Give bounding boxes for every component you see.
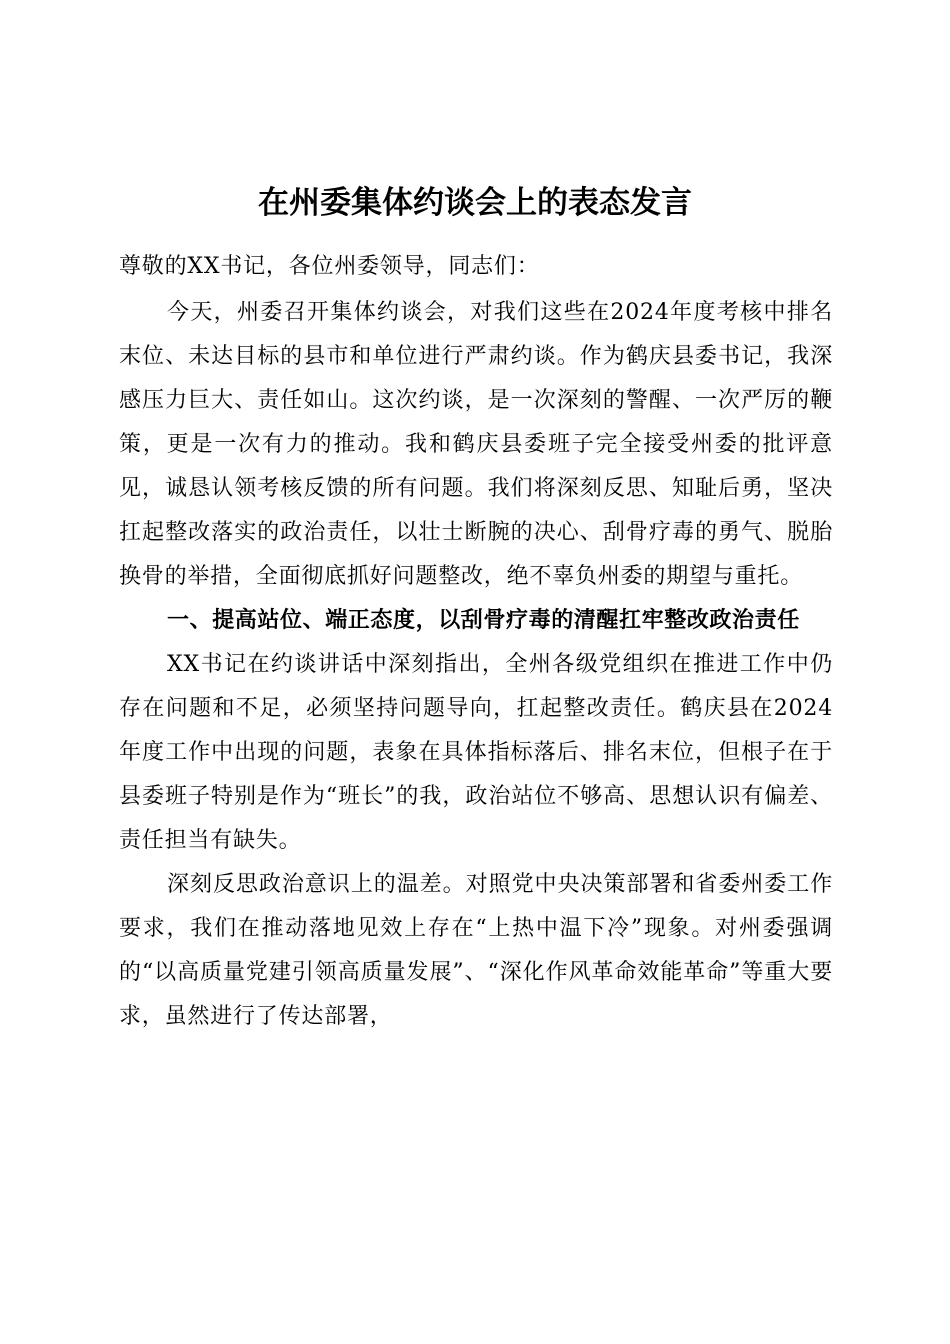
section-heading-1: 一、提高站位、端正态度，以刮骨疗毒的清醒扛牢整改政治责任 <box>167 608 800 633</box>
paragraph-section1-body: XX书记在约谈讲话中深刻指出，全州各级党组织在推进工作中仍存在问题和不足，必须坚持问题导向，扛起整改责任。鹤庆县在2024年度工作中出现的问题，表象在具体指标落后、排名末位，但根子在于县委班子特别是作为“班长”的我，政治站位不够高、思想认识有偏差、责任担当有缺失。 <box>119 652 833 853</box>
salutation: 尊敬的XX书记，各位州委领导，同志们： <box>119 254 540 279</box>
paragraph-reflection: 深刻反思政治意识上的温差。对照党中央决策部署和省委州委工作要求，我们在推动落地见效上存在“上热中温下冷”现象。对州委强调的“以高质量党建引领高质量发展”、“深化作风革命效能革命”等重大要求，虽然进行了传达部署， <box>119 872 833 1029</box>
document-body <box>119 245 833 1039</box>
paragraph-intro: 今天，州委召开集体约谈会，对我们这些在2024年度考核中排名末位、未达目标的县市和单位进行严肃约谈。作为鹤庆县委书记，我深感压力巨大、责任如山。这次约谈，是一次深刻的警醒、一次严厉的鞭策，更是一次有力的推动。我和鹤庆县委班子完全接受州委的批评意见，诚恳认领考核反馈的所有问题。我们将深刻反思、知耻后勇，坚决扛起整改落实的政治责任，以壮士断腕的决心、刮骨疗毒的勇气、脱胎换骨的举措，全面彻底抓好问题整改，绝不辜负州委的期望与重托。 <box>119 300 833 589</box>
document-title: 在州委集体约谈会上的表态发言 <box>258 185 692 221</box>
